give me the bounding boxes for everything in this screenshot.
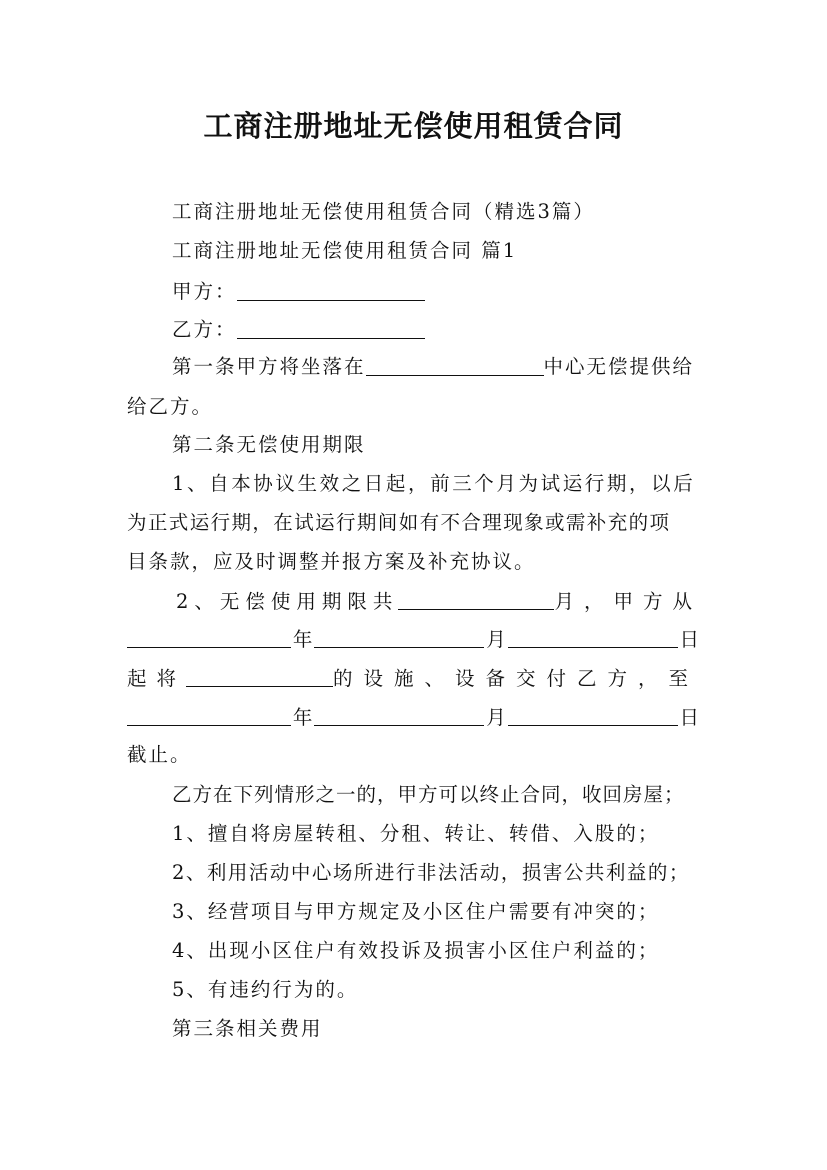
article3-heading: 第三条相关费用 <box>172 1017 323 1040</box>
day-label: 日 <box>679 706 699 729</box>
clause2-text-b: 月，甲方从 <box>554 590 702 613</box>
article1-text-b: 中心无偿提供给 <box>543 355 695 378</box>
location-blank <box>366 356 544 376</box>
termination-intro: 乙方在下列情形之一的，甲方可以终止合同，收回房屋； <box>172 783 685 806</box>
day-label: 日 <box>679 628 699 651</box>
start-month-blank <box>314 628 484 648</box>
year-label: 年 <box>292 706 313 729</box>
article1-line1 <box>172 355 712 379</box>
party-b-line <box>172 318 712 342</box>
clause2-text-d2: 的设施、设备交付乙方，至 <box>332 667 699 690</box>
article1-text-a: 第一条甲方将坐落在 <box>172 355 366 378</box>
clause2-text-d1: 起将 <box>127 667 187 690</box>
party-b-blank <box>237 319 425 339</box>
article2-heading: 第二条无偿使用期限 <box>172 433 366 456</box>
party-a-label: 甲方： <box>172 280 237 303</box>
party-b-label: 乙方： <box>172 318 237 341</box>
clause2-line1 <box>176 590 702 614</box>
termination-item-1: 1、擅自将房屋转租、分租、转让、转借、入股的； <box>172 822 660 845</box>
clause1-line1: 1、自本协议生效之日起，前三个月为试运行期，以后 <box>172 472 696 495</box>
termination-item-5: 5、有违约行为的。 <box>172 978 359 1001</box>
month-label: 月 <box>486 628 506 651</box>
end-day-blank <box>508 706 678 726</box>
subtitle-line: 工商注册地址无偿使用租赁合同（精选3篇） <box>172 200 595 223</box>
clause2-line3 <box>127 667 699 691</box>
clause1-line3: 目条款，应及时调整并报方案及补充协议。 <box>127 550 536 573</box>
article1-line2: 给乙方。 <box>127 395 214 418</box>
month-label: 月 <box>486 706 506 729</box>
start-day-blank <box>508 628 678 648</box>
termination-item-2: 2、利用活动中心场所进行非法活动，损害公共利益的； <box>172 861 690 884</box>
termination-item-4: 4、出现小区住户有效投诉及损害小区住户利益的； <box>172 939 660 962</box>
document-title: 工商注册地址无偿使用租赁合同 <box>203 109 624 143</box>
end-year-blank <box>127 706 291 726</box>
termination-item-3: 3、经营项目与甲方规定及小区住户需要有冲突的； <box>172 900 660 923</box>
clause1-line2: 为正式运行期，在试运行期间如有不合理现象或需补充的项 <box>127 511 671 534</box>
year-label: 年 <box>292 628 313 651</box>
party-a-line <box>172 280 712 304</box>
clause2-line2 <box>127 628 699 652</box>
clause2-text-a: 2、无偿使用期限共 <box>176 590 399 613</box>
party-a-blank <box>237 281 425 301</box>
start-year-blank <box>127 628 291 648</box>
clause2-line4 <box>127 706 699 730</box>
clause2-line5: 截止。 <box>127 743 192 766</box>
section-heading: 工商注册地址无偿使用租赁合同 篇1 <box>172 239 518 262</box>
end-month-blank <box>314 706 484 726</box>
facility-blank <box>186 667 333 687</box>
term-blank <box>398 590 554 610</box>
